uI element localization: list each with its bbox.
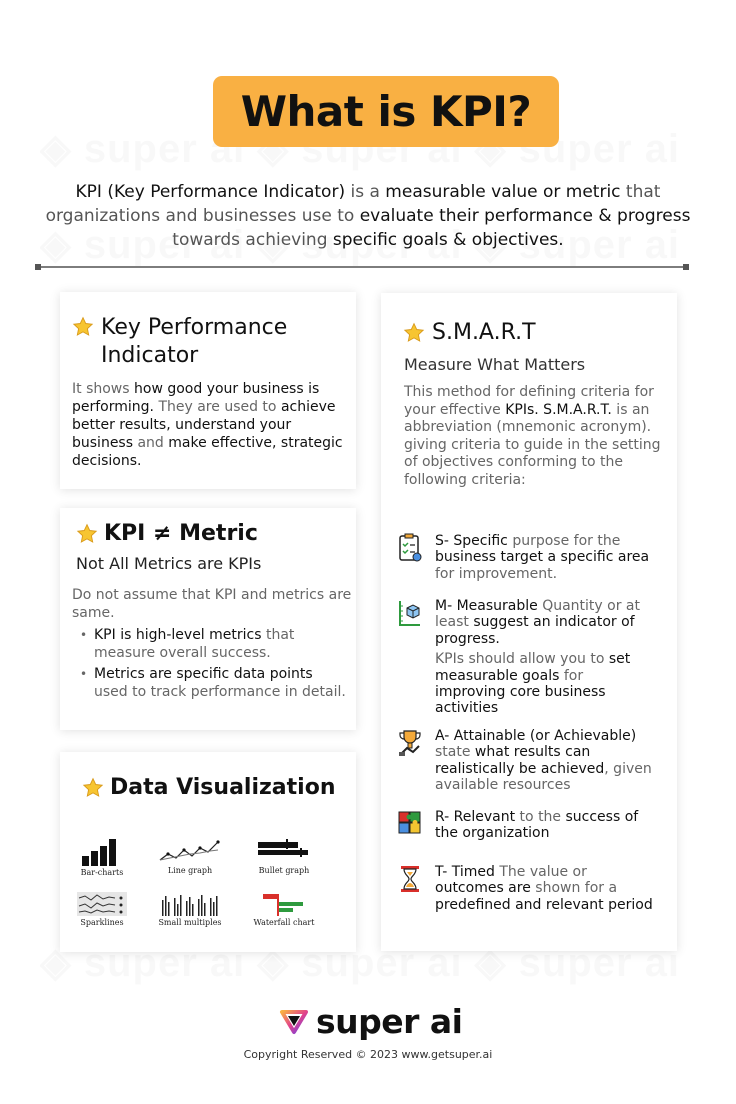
brand-name: super ai <box>316 1002 463 1041</box>
viz-label: Waterfall chart <box>253 918 315 927</box>
brand-logo <box>278 1002 462 1041</box>
metric-bullets <box>80 626 350 704</box>
checklist-icon <box>397 533 423 563</box>
sparklines-thumbnail <box>62 892 142 927</box>
bar-chart-thumbnail <box>62 836 142 877</box>
smart-measurable: M- Measurable Quantity or at least suggest an indicator of progress. KPIs should allow you to set measurable goals for improving core business activities <box>397 598 667 717</box>
super-ai-logo-icon <box>278 1008 310 1036</box>
star-icon <box>403 322 425 344</box>
measure-cube-icon <box>397 598 423 628</box>
viz-label: Bullet graph <box>258 866 310 875</box>
kpi-card-text: It shows how good your business is performing. They are used to achieve better results, understand your business and make effective, strategic decisions. <box>72 381 343 469</box>
star-icon <box>82 777 104 799</box>
smart-relevant: R- Relevant to the success of the organization <box>397 809 667 842</box>
small-multiples-thumbnail <box>150 892 230 927</box>
intro-paragraph: KPI (Key Performance Indicator) is a measurable value or metric that organizations and businesses use to evaluate their performance & progress towards achieving specific goals & objectives. <box>45 182 691 250</box>
list-item: • KPI is high-level metrics that measure overall success. <box>80 626 350 662</box>
waterfall-chart-icon <box>259 892 309 916</box>
line-graph-icon <box>158 838 222 864</box>
smart-specific: S- Specific purpose for the business target a specific area for improvement. <box>397 533 667 582</box>
star-icon <box>72 316 94 338</box>
viz-label: Bar-charts <box>80 868 124 877</box>
list-item: • Metrics are specific data points used to track performance in detail. <box>80 665 350 701</box>
viz-label: Small multiples <box>158 918 222 927</box>
metric-card-title: KPI ≠ Metric <box>104 521 258 546</box>
star-icon <box>76 523 98 545</box>
bullet-graph-icon <box>256 838 312 864</box>
page-title: What is KPI? <box>240 87 532 136</box>
metric-card <box>60 508 356 730</box>
smart-timed: T- Timed The value or outcomes are shown for a predefined and relevant period <box>397 864 667 913</box>
copyright: Copyright Reserved © 2023 www.getsuper.ai <box>243 1048 493 1061</box>
page-title-badge <box>213 76 559 147</box>
bullet-graph-thumbnail <box>244 838 324 875</box>
smart-card-subtitle: Measure What Matters <box>404 355 586 374</box>
data-visualization-card <box>60 752 356 952</box>
viz-label: Sparklines <box>80 918 124 927</box>
smart-card-intro: This method for defining criteria for your effective KPIs. S.M.A.R.T. is an abbreviation (mnemonic acronym). giving criteria to guide in the setting of objectives conforming to the following criteria: <box>404 384 661 488</box>
kpi-card-title: Key Performance Indicator <box>101 315 288 368</box>
hourglass-icon <box>397 864 423 894</box>
kpi-card <box>60 292 356 489</box>
metric-card-text: Do not assume that KPI and metrics are same. <box>72 587 352 621</box>
sparklines-icon <box>77 892 127 916</box>
smart-card <box>381 293 677 951</box>
waterfall-chart-thumbnail <box>244 892 324 927</box>
viz-card-title: Data Visualization <box>110 775 336 800</box>
puzzle-icon <box>397 809 423 839</box>
metric-card-subtitle: Not All Metrics are KPIs <box>76 554 262 573</box>
viz-label: Line graph <box>167 866 213 875</box>
small-multiples-icon <box>160 892 220 916</box>
smart-card-title: S.M.A.R.T <box>432 320 536 345</box>
bar-chart-icon <box>80 836 124 866</box>
trophy-icon <box>397 728 423 758</box>
divider <box>37 266 687 268</box>
line-graph-thumbnail <box>150 838 230 875</box>
smart-attainable: A- Attainable (or Achievable) state what results can realistically be achieved, given available resources <box>397 728 667 794</box>
